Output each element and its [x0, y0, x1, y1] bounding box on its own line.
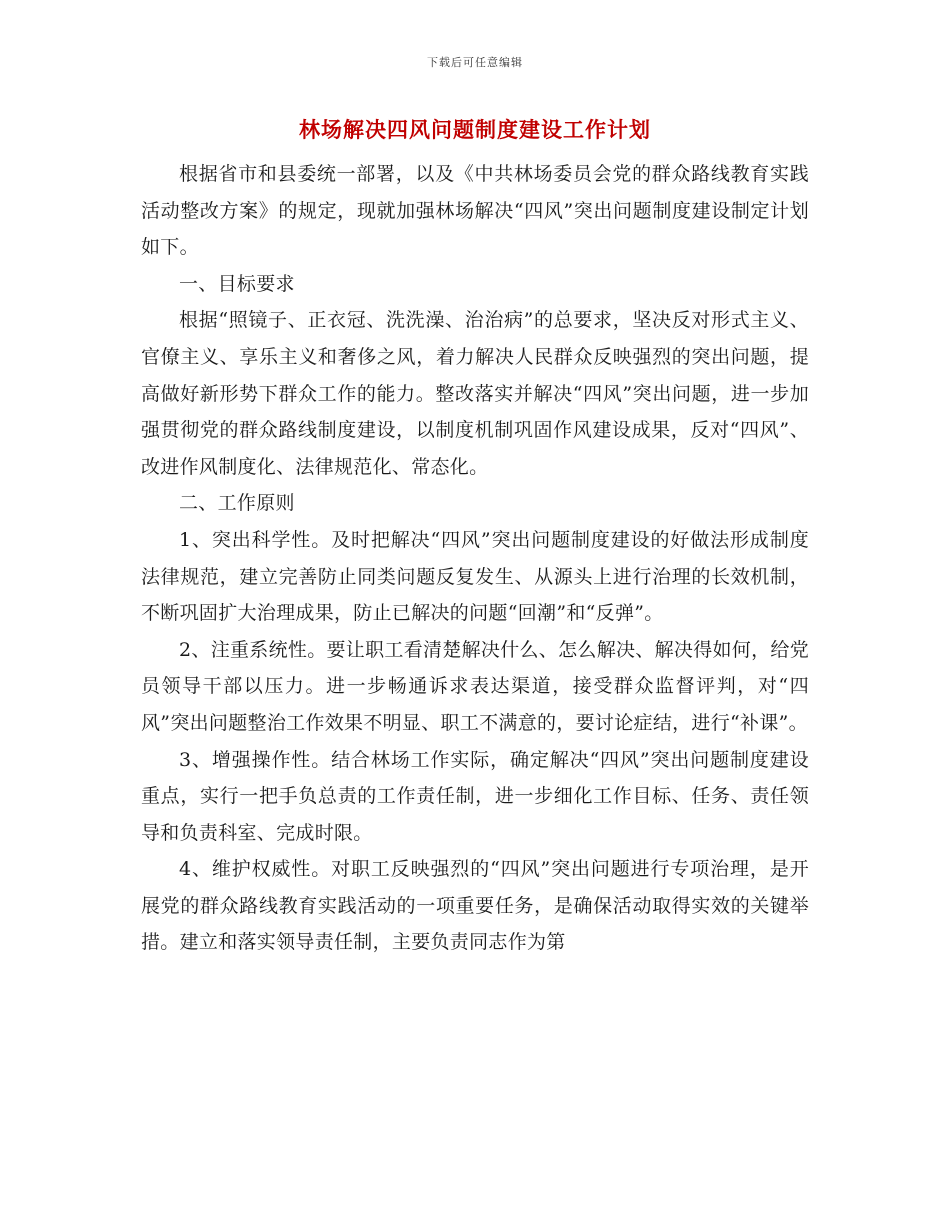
paragraph-principle-3: 3、增强操作性。结合林场工作实际，确定解决“四风”突出问题制度建设重点，实行一把手负总责的工作责任制，进一步细化工作目标、任务、责任领导和负责科室、完成时限。: [141, 748, 809, 844]
document-body: [141, 156, 809, 961]
paragraph-intro: 根据省市和县委统一部署，以及《中共林场委员会党的群众路线教育实践活动整改方案》的规定，现就加强林场解决“四风”突出问题制度建设制定计划如下。: [141, 163, 809, 259]
paragraph-principle-4: 4、维护权威性。对职工反映强烈的“四风”突出问题进行专项治理，是开展党的群众路线教育实践活动的一项重要任务，是确保活动取得实效的关键举措。建立和落实领导责任制，主要负责同志作为第: [141, 858, 809, 954]
section-heading-principles: 二、工作原则: [179, 492, 295, 515]
paragraph-principle-1: 1、突出科学性。及时把解决“四风”突出问题制度建设的好做法形成制度法律规范，建立完善防止同类问题反复发生、从源头上进行治理的长效机制，不断巩固扩大治理成果，防止已解决的问题“回潮”和“反弹”。: [141, 528, 809, 625]
paragraph-principle-2: 2、注重系统性。要让职工看清楚解决什么、怎么解决、解决得如何，给党员领导干部以压力。进一步畅通诉求表达渠道，接受群众监督评判，对“四风”突出问题整治工作效果不明显、职工不满意的，要讨论症结，进行“补课”。: [141, 638, 809, 734]
paragraph-goals: 根据“照镜子、正衣冠、洗洗澡、治治病”的总要求，坚决反对形式主义、官僚主义、享乐主义和奢侈之风，着力解决人民群众反映强烈的突出问题，提高做好新形势下群众工作的能力。整改落实并解决“四风”突出问题，进一步加强贯彻党的群众路线制度建设，以制度机制巩固作风建设成果，反对“四风”、改进作风制度化、法律规范化、常态化。: [141, 309, 809, 478]
document-title: 林场解决四风问题制度建设工作计划: [299, 118, 651, 142]
header-note: 下载后可任意编辑: [427, 56, 523, 69]
section-heading-goals: 一、目标要求: [179, 272, 295, 295]
